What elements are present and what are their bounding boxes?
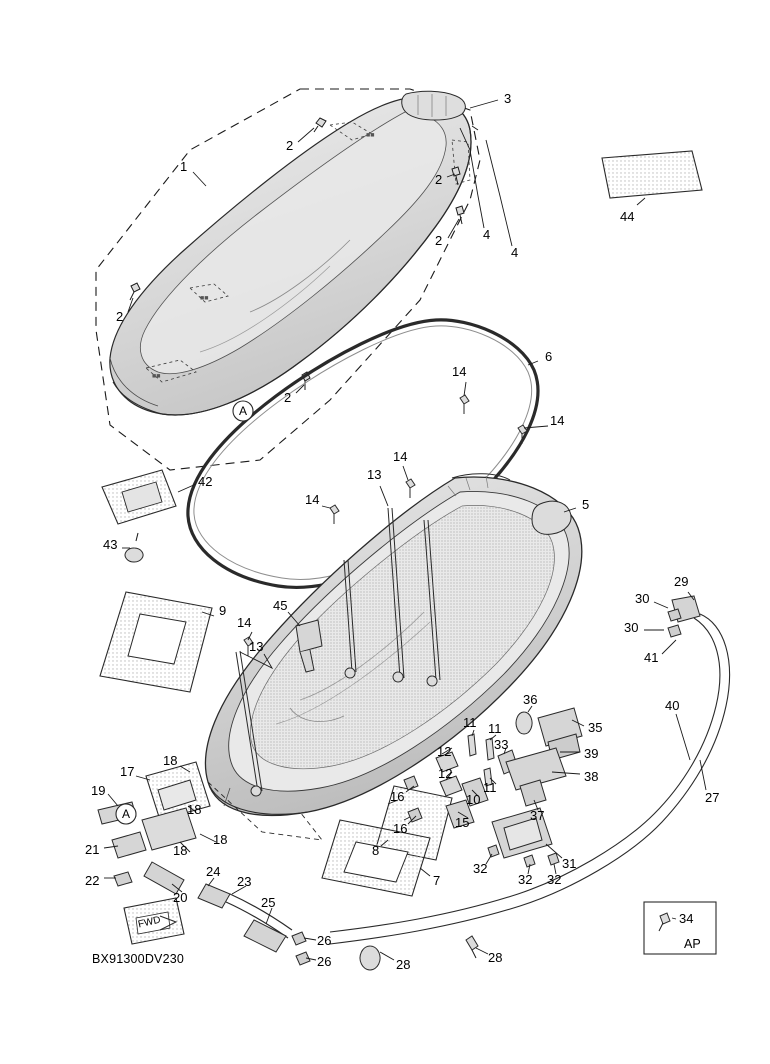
callout-17: 17 (120, 764, 135, 779)
callout-6: 6 (545, 349, 553, 364)
callout-28b: 28 (488, 950, 503, 965)
callout-2e: 2 (284, 390, 292, 405)
callout-26b: 26 (317, 954, 332, 969)
callout-15: 15 (455, 815, 470, 830)
callout-1: 1 (180, 159, 188, 174)
callout-2a: 2 (286, 138, 294, 153)
callout-20: 20 (173, 890, 188, 905)
callout-13a: 13 (367, 467, 382, 482)
callout-11a: 11 (463, 715, 477, 730)
callout-18b: 18 (187, 802, 202, 817)
callout-43: 43 (103, 537, 118, 552)
callout-23: 23 (237, 874, 252, 889)
callout-2d: 2 (116, 309, 124, 324)
callout-44: 44 (620, 209, 635, 224)
callout-13b: 13 (249, 639, 264, 654)
callout-8: 8 (372, 843, 380, 858)
callout-14c: 14 (393, 449, 408, 464)
callout-14a: 14 (452, 364, 467, 379)
callout-12a: 12 (437, 744, 452, 759)
callout-4b: 4 (511, 245, 519, 260)
callout-41: 41 (644, 650, 659, 665)
callout-4a: 4 (483, 227, 491, 242)
callout-18a: 18 (163, 753, 178, 768)
callout-21: 21 (85, 842, 100, 857)
callout-32a: 32 (473, 861, 488, 876)
callout-34: 34 (679, 911, 694, 926)
callout-27: 27 (705, 790, 720, 805)
callout-7: 7 (433, 873, 441, 888)
callout-28a: 28 (396, 957, 411, 972)
callout-37: 37 (530, 808, 545, 823)
callout-29: 29 (674, 574, 689, 589)
callout-30b: 30 (624, 620, 639, 635)
callout-22: 22 (85, 873, 100, 888)
callout-14d: 14 (305, 492, 320, 507)
callout-12b: 12 (438, 766, 453, 781)
callout-9: 9 (219, 603, 227, 618)
fwd-arrow-label: FWD (137, 914, 162, 931)
callout-40: 40 (665, 698, 680, 713)
callout-32c: 32 (547, 872, 562, 887)
callout-25: 25 (261, 895, 276, 910)
callout-19: 19 (91, 783, 106, 798)
callout-38: 38 (584, 769, 599, 784)
callout-35: 35 (588, 720, 603, 735)
callout-26a: 26 (317, 933, 332, 948)
callout-2b: 2 (435, 172, 443, 187)
callout-16b: 16 (393, 821, 408, 836)
callout-32b: 32 (518, 872, 533, 887)
callout-11b: 11 (488, 721, 502, 736)
callout-18c: 18 (213, 832, 228, 847)
callout-18d: 18 (173, 843, 188, 858)
callout-31: 31 (562, 856, 577, 871)
callout-14e: 14 (237, 615, 252, 630)
circle-marker-a-bottom: A (122, 807, 131, 821)
callout-16a: 16 (390, 789, 405, 804)
svg-text:■■: ■■ (152, 373, 161, 380)
ap-box-label: AP (684, 937, 701, 951)
callout-14b: 14 (550, 413, 565, 428)
callout-45: 45 (273, 598, 288, 613)
callout-24: 24 (206, 864, 221, 879)
svg-text:■■: ■■ (366, 132, 375, 139)
callout-2c: 2 (435, 233, 443, 248)
callout-42: 42 (198, 474, 213, 489)
svg-text:■■: ■■ (200, 295, 209, 302)
callout-11c: 11 (483, 780, 497, 795)
callout-3: 3 (504, 91, 512, 106)
callout-10: 10 (466, 792, 481, 807)
callout-5: 5 (582, 497, 590, 512)
callout-30a: 30 (635, 591, 650, 606)
callout-39: 39 (584, 746, 599, 761)
callout-33: 33 (494, 737, 509, 752)
figure-part-code: BX91300DV230 (92, 952, 185, 966)
circle-marker-a-top: A (239, 404, 248, 418)
callout-36: 36 (523, 692, 538, 707)
